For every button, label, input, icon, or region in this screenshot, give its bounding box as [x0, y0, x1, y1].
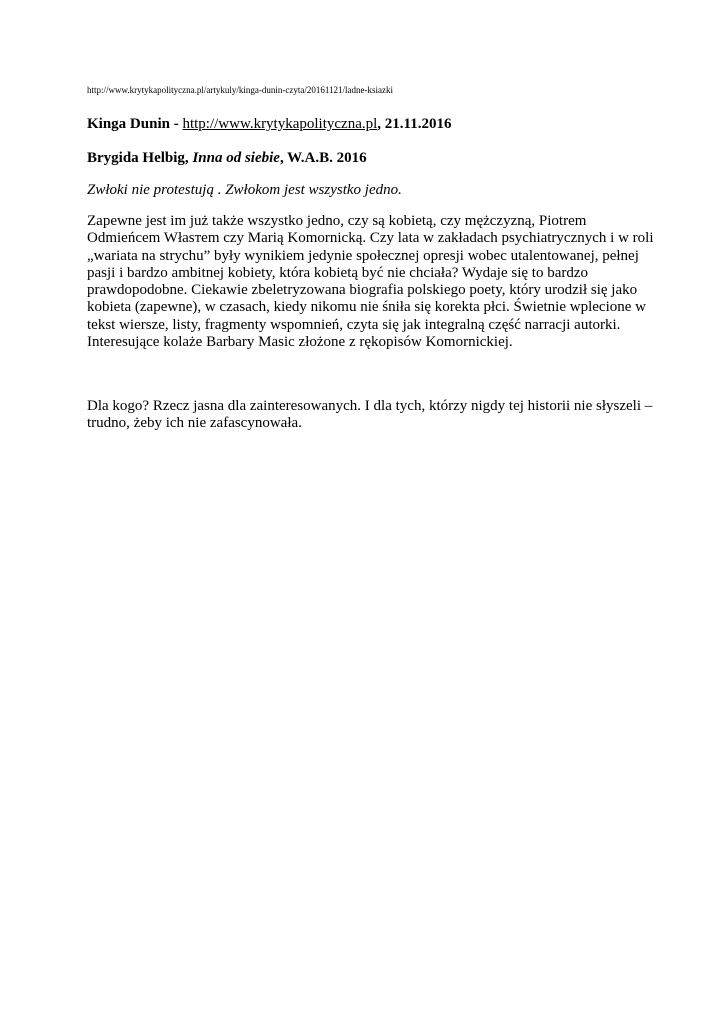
book-author: Brygida Helbig,	[87, 150, 193, 166]
paragraph-line: „wariata na strychu” były wynikiem jedynie społecznej opresji wobec utalentowanej, pełnej	[87, 247, 639, 264]
byline-link[interactable]: http://www.krytykapolityczna.pl	[182, 116, 378, 132]
opening-quote: Zwłoki nie protestują . Zwłokom jest wszystko jedno.	[87, 182, 402, 198]
paragraph-line: trudno, żeby ich nie zafascynowała.	[87, 415, 302, 432]
paragraph-line: prawdopodobne. Ciekawie zbeletryzowana biografia polskiego poety, który urodził się jako	[87, 282, 638, 299]
book-reference	[87, 149, 367, 167]
book-title: Inna od siebie	[192, 150, 280, 166]
byline-author: Kinga Dunin -	[87, 116, 183, 132]
paragraph-line: kobieta (zapewne), w czasach, kiedy nikomu nie śniła się korekta płci. Świetnie wplecione w	[87, 299, 646, 316]
paragraph-line: Odmieńcem Własтem czy Marią Komornicką. Czy lata w zakładach psychiatrycznych i w roli	[87, 230, 654, 247]
article-byline	[87, 115, 451, 133]
paragraph-line: Dla kogo? Rzecz jasna dla zainteresowanych. I dla tych, którzy nigdy tej historii nie słyszeli –	[87, 398, 653, 414]
book-publisher: , W.A.B. 2016	[279, 150, 367, 166]
body-paragraph-1	[87, 213, 654, 351]
paragraph-line: tekst wiersze, listy, fragmenty wspomnień, czyta się jak integralną część narracji autorki.	[87, 316, 621, 333]
source-url: http://www.krytykapolityczna.pl/artykuly/kinga-dunin-czyta/20161121/ladne-ksiazki	[87, 85, 394, 95]
paragraph-line: pasji i bardzo ambitnej kobiety, która kobietą być nie chciała? Wydaje się to bardzo	[87, 264, 588, 281]
body-paragraph-2	[87, 398, 653, 433]
byline-date: , 21.11.2016	[377, 116, 452, 132]
paragraph-line: Zapewne jest im już także wszystko jedno, czy są kobietą, czy mężczyzną, Piotrem	[87, 213, 587, 229]
paragraph-line: Interesujące kolaże Barbary Masic złożone z rękopisów Komornickiej.	[87, 334, 513, 351]
